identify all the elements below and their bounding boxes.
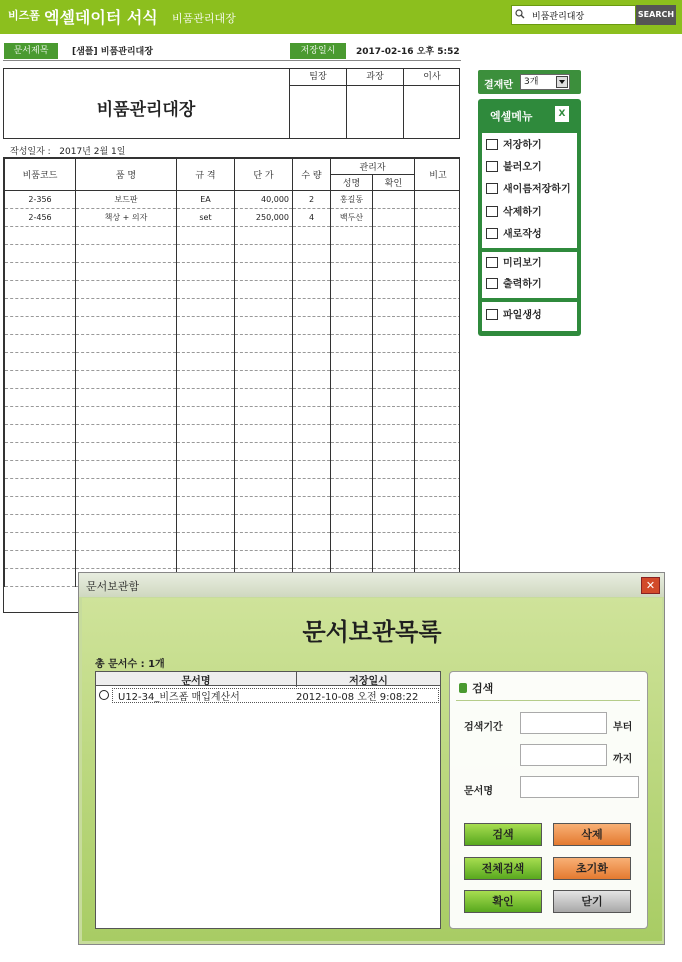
table-cell[interactable]	[235, 371, 293, 389]
doc-title-label: 문서제목	[4, 43, 58, 59]
table-cell[interactable]	[235, 227, 293, 245]
table-cell[interactable]	[235, 281, 293, 299]
delete-button[interactable]: 삭제	[553, 823, 631, 846]
docname-label: 문서명	[464, 786, 493, 797]
table-cell[interactable]	[415, 299, 461, 317]
dialog-title: 문서보관함	[86, 580, 140, 593]
approval-box[interactable]	[346, 68, 403, 139]
table-cell[interactable]	[331, 533, 373, 551]
table-cell[interactable]	[177, 425, 235, 443]
table-cell[interactable]	[415, 371, 461, 389]
table-cell[interactable]	[415, 245, 461, 263]
table-cell[interactable]: 2-356	[5, 191, 76, 209]
table-cell[interactable]	[373, 443, 415, 461]
page-subtitle: 비품관리대장	[172, 12, 236, 25]
table-cell[interactable]	[76, 227, 177, 245]
table-cell[interactable]: 책상 + 의자	[76, 209, 177, 227]
col-subheader: 확인	[373, 175, 415, 191]
table-cell[interactable]: 홍길동	[331, 191, 373, 209]
table-cell[interactable]	[235, 299, 293, 317]
chevron-down-icon[interactable]	[556, 76, 568, 88]
period-from-input[interactable]	[520, 712, 607, 734]
table-cell[interactable]	[76, 335, 177, 353]
table-cell[interactable]	[177, 533, 235, 551]
save-icon	[486, 139, 498, 150]
table-cell[interactable]	[373, 407, 415, 425]
menu-label: 삭제하기	[503, 207, 542, 218]
approval-label: 팀장	[290, 68, 346, 86]
col-header: 품 명	[76, 159, 177, 191]
table-cell[interactable]: 250,000	[235, 209, 293, 227]
excel-menu-title: 엑셀메뉴	[490, 110, 533, 123]
table-cell[interactable]	[177, 407, 235, 425]
table-cell[interactable]	[331, 407, 373, 425]
table-cell[interactable]	[373, 533, 415, 551]
col-subheader: 성명	[331, 175, 373, 191]
table-cell[interactable]	[76, 515, 177, 533]
table-cell[interactable]	[331, 263, 373, 281]
table-cell[interactable]	[415, 191, 461, 209]
table-cell[interactable]	[373, 353, 415, 371]
table-cell[interactable]	[76, 245, 177, 263]
table-cell[interactable]	[373, 335, 415, 353]
table-cell[interactable]	[373, 227, 415, 245]
table-cell[interactable]	[373, 551, 415, 569]
menu-label: 저장하기	[503, 140, 542, 151]
table-cell[interactable]	[415, 389, 461, 407]
table-cell[interactable]: 보드판	[76, 191, 177, 209]
col-header: 단 가	[235, 159, 293, 191]
table-cell[interactable]	[5, 263, 76, 281]
table-cell[interactable]	[415, 227, 461, 245]
approval-box[interactable]	[403, 68, 460, 139]
table-cell[interactable]	[373, 263, 415, 281]
table-cell[interactable]	[331, 425, 373, 443]
table-row[interactable]	[5, 479, 461, 497]
table-cell[interactable]	[5, 443, 76, 461]
menu-new[interactable]	[486, 225, 542, 245]
table-cell[interactable]	[331, 497, 373, 515]
col-header: 비품코드	[5, 159, 76, 191]
equipment-table	[3, 157, 460, 613]
table-cell[interactable]	[177, 263, 235, 281]
table-cell[interactable]	[293, 335, 331, 353]
table-row[interactable]	[5, 371, 461, 389]
table-cell[interactable]	[415, 515, 461, 533]
menu-group-print	[482, 252, 577, 298]
table-cell[interactable]	[373, 515, 415, 533]
table-cell[interactable]	[235, 407, 293, 425]
table-cell[interactable]	[415, 281, 461, 299]
table-cell[interactable]	[415, 263, 461, 281]
table-cell[interactable]	[5, 317, 76, 335]
table-cell[interactable]	[235, 335, 293, 353]
table-cell[interactable]	[293, 389, 331, 407]
table-cell[interactable]	[331, 443, 373, 461]
table-cell[interactable]: 40,000	[235, 191, 293, 209]
table-row[interactable]	[5, 425, 461, 443]
table-cell[interactable]	[415, 551, 461, 569]
table-cell[interactable]	[415, 353, 461, 371]
table-row[interactable]	[5, 227, 461, 245]
table-cell[interactable]	[415, 335, 461, 353]
table-cell[interactable]	[293, 551, 331, 569]
table-cell[interactable]	[293, 515, 331, 533]
period-to-input[interactable]	[520, 744, 607, 766]
table-cell[interactable]	[5, 479, 76, 497]
table-cell[interactable]	[177, 443, 235, 461]
table-cell[interactable]	[415, 425, 461, 443]
table-cell[interactable]	[235, 461, 293, 479]
table-cell[interactable]	[293, 263, 331, 281]
table-row[interactable]	[5, 335, 461, 353]
load-icon	[486, 161, 498, 172]
doc-title: [샘플] 비품관리대장	[72, 47, 153, 57]
table-cell[interactable]	[373, 191, 415, 209]
period-label: 검색기간	[464, 722, 503, 733]
table-cell[interactable]	[5, 551, 76, 569]
reset-button[interactable]: 초기화	[553, 857, 631, 880]
table-cell[interactable]	[373, 497, 415, 515]
close-icon[interactable]: ✕	[641, 577, 660, 594]
approval-label: 이사	[404, 68, 460, 86]
table-cell[interactable]	[235, 533, 293, 551]
table-cell[interactable]	[177, 461, 235, 479]
table-cell[interactable]	[331, 335, 373, 353]
menu-group-file	[482, 133, 577, 248]
table-cell[interactable]	[293, 461, 331, 479]
table-row[interactable]	[5, 245, 461, 263]
table-cell[interactable]	[293, 443, 331, 461]
table-cell[interactable]	[415, 461, 461, 479]
table-cell[interactable]	[235, 425, 293, 443]
col-header: 관리자	[331, 159, 415, 175]
table-cell[interactable]	[373, 209, 415, 227]
table-cell[interactable]	[5, 425, 76, 443]
excel-icon: X	[555, 106, 569, 122]
menu-label: 파일생성	[503, 310, 542, 321]
row-radio[interactable]	[99, 690, 109, 700]
table-cell[interactable]	[331, 227, 373, 245]
table-cell[interactable]	[177, 353, 235, 371]
table-cell[interactable]	[5, 497, 76, 515]
item-date: 2012-10-08 오전 9:08:22	[296, 692, 419, 703]
table-cell[interactable]	[177, 299, 235, 317]
app-title: 엑셀데이터 서식	[44, 8, 158, 27]
table-cell[interactable]	[331, 299, 373, 317]
table-row[interactable]	[5, 497, 461, 515]
menu-group-export	[482, 302, 577, 331]
table-cell[interactable]: 2-456	[5, 209, 76, 227]
search-input[interactable]	[532, 8, 632, 22]
col-header-name[interactable]: 문서명	[181, 676, 211, 687]
table-cell[interactable]	[235, 497, 293, 515]
table-cell[interactable]	[76, 407, 177, 425]
table-cell[interactable]	[76, 425, 177, 443]
table-cell[interactable]	[293, 227, 331, 245]
table-cell[interactable]	[373, 281, 415, 299]
table-cell[interactable]	[5, 407, 76, 425]
table-cell[interactable]	[373, 245, 415, 263]
from-label: 부터	[613, 722, 633, 733]
table-cell[interactable]	[5, 245, 76, 263]
table-cell[interactable]	[5, 515, 76, 533]
menu-create-file[interactable]	[486, 306, 542, 326]
table-row[interactable]	[5, 533, 461, 551]
col-header: 규 격	[177, 159, 235, 191]
table-cell[interactable]	[76, 263, 177, 281]
table-cell[interactable]	[177, 245, 235, 263]
table-cell[interactable]	[5, 281, 76, 299]
table-cell[interactable]	[373, 479, 415, 497]
table-cell[interactable]	[415, 407, 461, 425]
search-box[interactable]	[511, 5, 636, 25]
approval-count-value: 3개	[524, 77, 539, 87]
table-cell[interactable]	[177, 371, 235, 389]
table-cell[interactable]	[76, 497, 177, 515]
table-cell[interactable]	[5, 227, 76, 245]
table-cell[interactable]	[177, 335, 235, 353]
search-all-button[interactable]: 전체검색	[464, 857, 542, 880]
table-cell[interactable]	[177, 497, 235, 515]
search-button[interactable]: SEARCH	[636, 5, 676, 25]
divider	[456, 700, 640, 701]
table-cell[interactable]	[373, 317, 415, 335]
menu-label: 미리보기	[503, 258, 542, 269]
ok-button[interactable]: 확인	[464, 890, 542, 913]
table-cell[interactable]	[331, 551, 373, 569]
table-cell[interactable]	[177, 227, 235, 245]
table-row[interactable]	[5, 353, 461, 371]
menu-save[interactable]	[486, 136, 542, 156]
table-cell[interactable]	[293, 497, 331, 515]
col-header: 수 량	[293, 159, 331, 191]
table-row[interactable]	[5, 209, 461, 227]
dialog-titlebar[interactable]	[79, 573, 664, 597]
table-cell[interactable]	[5, 335, 76, 353]
table-cell[interactable]	[331, 515, 373, 533]
table-row[interactable]	[5, 551, 461, 569]
col-header-date[interactable]: 저장일시	[296, 672, 440, 687]
table-cell[interactable]	[331, 353, 373, 371]
table-cell[interactable]	[76, 389, 177, 407]
table-cell[interactable]: 2	[293, 191, 331, 209]
table-cell[interactable]	[177, 389, 235, 407]
menu-load[interactable]	[486, 158, 542, 178]
table-cell[interactable]	[293, 425, 331, 443]
table-row[interactable]	[5, 407, 461, 425]
brand-logo[interactable]: 비즈폼	[8, 9, 40, 22]
table-cell[interactable]	[293, 353, 331, 371]
table-row[interactable]	[5, 299, 461, 317]
search-panel-icon	[459, 683, 467, 693]
table-cell[interactable]	[293, 371, 331, 389]
search-icon	[515, 9, 525, 19]
table-cell[interactable]	[331, 461, 373, 479]
table-cell[interactable]	[235, 443, 293, 461]
search-panel-title: 검색	[472, 682, 494, 695]
table-row[interactable]	[5, 281, 461, 299]
table-cell[interactable]	[293, 533, 331, 551]
table-cell[interactable]	[415, 497, 461, 515]
table-cell[interactable]	[415, 479, 461, 497]
table-cell[interactable]	[5, 299, 76, 317]
print-icon	[486, 278, 498, 289]
table-cell[interactable]	[293, 407, 331, 425]
table-cell[interactable]	[76, 371, 177, 389]
folder-icon	[486, 309, 498, 320]
table-cell[interactable]: 백두산	[331, 209, 373, 227]
written-date-value: 2017년 2월 1일	[59, 147, 126, 157]
table-cell[interactable]	[177, 515, 235, 533]
table-cell[interactable]	[415, 533, 461, 551]
save-datetime-label: 저장일시	[290, 43, 346, 59]
to-label: 까지	[613, 754, 633, 765]
table-cell[interactable]	[331, 317, 373, 335]
table-cell[interactable]	[5, 533, 76, 551]
table-cell[interactable]: set	[177, 209, 235, 227]
menu-preview[interactable]	[486, 254, 542, 274]
table-cell[interactable]	[76, 317, 177, 335]
table-cell[interactable]	[331, 389, 373, 407]
table-cell[interactable]	[177, 317, 235, 335]
approval-box[interactable]	[289, 68, 346, 139]
table-cell[interactable]	[5, 389, 76, 407]
document-list[interactable]	[95, 671, 441, 929]
table-cell[interactable]	[235, 551, 293, 569]
table-cell[interactable]	[76, 299, 177, 317]
col-header: 비고	[415, 159, 461, 191]
table-cell[interactable]	[177, 551, 235, 569]
table-cell[interactable]	[5, 353, 76, 371]
table-row[interactable]	[5, 317, 461, 335]
item-name: U12-34_비즈폼 매입계산서	[118, 692, 240, 703]
table-cell[interactable]	[293, 299, 331, 317]
table-cell[interactable]	[235, 263, 293, 281]
menu-save-as[interactable]	[486, 180, 571, 200]
table-cell[interactable]	[293, 281, 331, 299]
divider	[3, 60, 461, 61]
table-cell[interactable]	[373, 371, 415, 389]
table-row[interactable]	[5, 263, 461, 281]
sheet-title: 비품관리대장	[96, 100, 196, 120]
table-cell[interactable]	[331, 371, 373, 389]
table-cell[interactable]	[5, 371, 76, 389]
table-row[interactable]	[5, 443, 461, 461]
table-cell[interactable]	[415, 209, 461, 227]
table-row[interactable]	[5, 461, 461, 479]
table-cell[interactable]	[373, 299, 415, 317]
close-button[interactable]: 닫기	[553, 890, 631, 913]
table-cell[interactable]	[235, 389, 293, 407]
table-cell[interactable]	[76, 353, 177, 371]
table-cell[interactable]	[177, 281, 235, 299]
monitor-icon	[486, 257, 498, 268]
table-row[interactable]	[5, 191, 461, 209]
table-cell[interactable]	[331, 281, 373, 299]
table-cell[interactable]	[76, 443, 177, 461]
approval-label: 결재란	[484, 80, 513, 91]
save-as-icon	[486, 183, 498, 194]
table-cell[interactable]	[415, 317, 461, 335]
table-row[interactable]	[5, 515, 461, 533]
table-cell[interactable]	[293, 317, 331, 335]
table-cell[interactable]	[373, 461, 415, 479]
menu-label: 새로작성	[503, 229, 542, 240]
table-cell[interactable]	[415, 443, 461, 461]
approval-count-select[interactable]	[520, 74, 570, 90]
table-cell[interactable]	[76, 461, 177, 479]
table-cell[interactable]	[76, 533, 177, 551]
menu-print[interactable]	[486, 275, 542, 295]
menu-label: 출력하기	[503, 279, 542, 290]
table-cell[interactable]	[235, 479, 293, 497]
written-date-label: 작성일자 :	[10, 147, 51, 157]
table-cell[interactable]	[76, 281, 177, 299]
approval-label: 과장	[347, 68, 403, 86]
table-cell[interactable]	[235, 245, 293, 263]
table-cell[interactable]	[373, 425, 415, 443]
table-cell[interactable]	[293, 479, 331, 497]
save-datetime: 2017-02-16 오후 5:52	[356, 47, 460, 57]
table-cell[interactable]	[373, 389, 415, 407]
table-cell[interactable]	[177, 479, 235, 497]
table-cell[interactable]: 4	[293, 209, 331, 227]
table-cell[interactable]	[331, 245, 373, 263]
table-cell[interactable]	[235, 515, 293, 533]
trash-icon	[486, 206, 498, 217]
written-date	[10, 144, 125, 157]
document-count: 총 문서수 : 1개	[95, 659, 165, 670]
table-cell[interactable]: EA	[177, 191, 235, 209]
dialog-heading: 문서보관목록	[302, 618, 442, 646]
docname-input[interactable]	[520, 776, 639, 798]
search-button[interactable]: 검색	[464, 823, 542, 846]
menu-delete[interactable]	[486, 203, 542, 223]
table-cell[interactable]	[5, 461, 76, 479]
table-cell[interactable]	[76, 551, 177, 569]
table-cell[interactable]	[76, 479, 177, 497]
table-cell[interactable]	[5, 569, 76, 587]
table-cell[interactable]	[293, 245, 331, 263]
approval-boxes	[289, 68, 460, 139]
table-cell[interactable]	[235, 317, 293, 335]
table-cell[interactable]	[235, 353, 293, 371]
menu-label: 새이름저장하기	[503, 184, 571, 195]
table-cell[interactable]	[331, 479, 373, 497]
table-row[interactable]	[5, 389, 461, 407]
menu-label: 불러오기	[503, 162, 542, 173]
new-doc-icon	[486, 228, 498, 239]
